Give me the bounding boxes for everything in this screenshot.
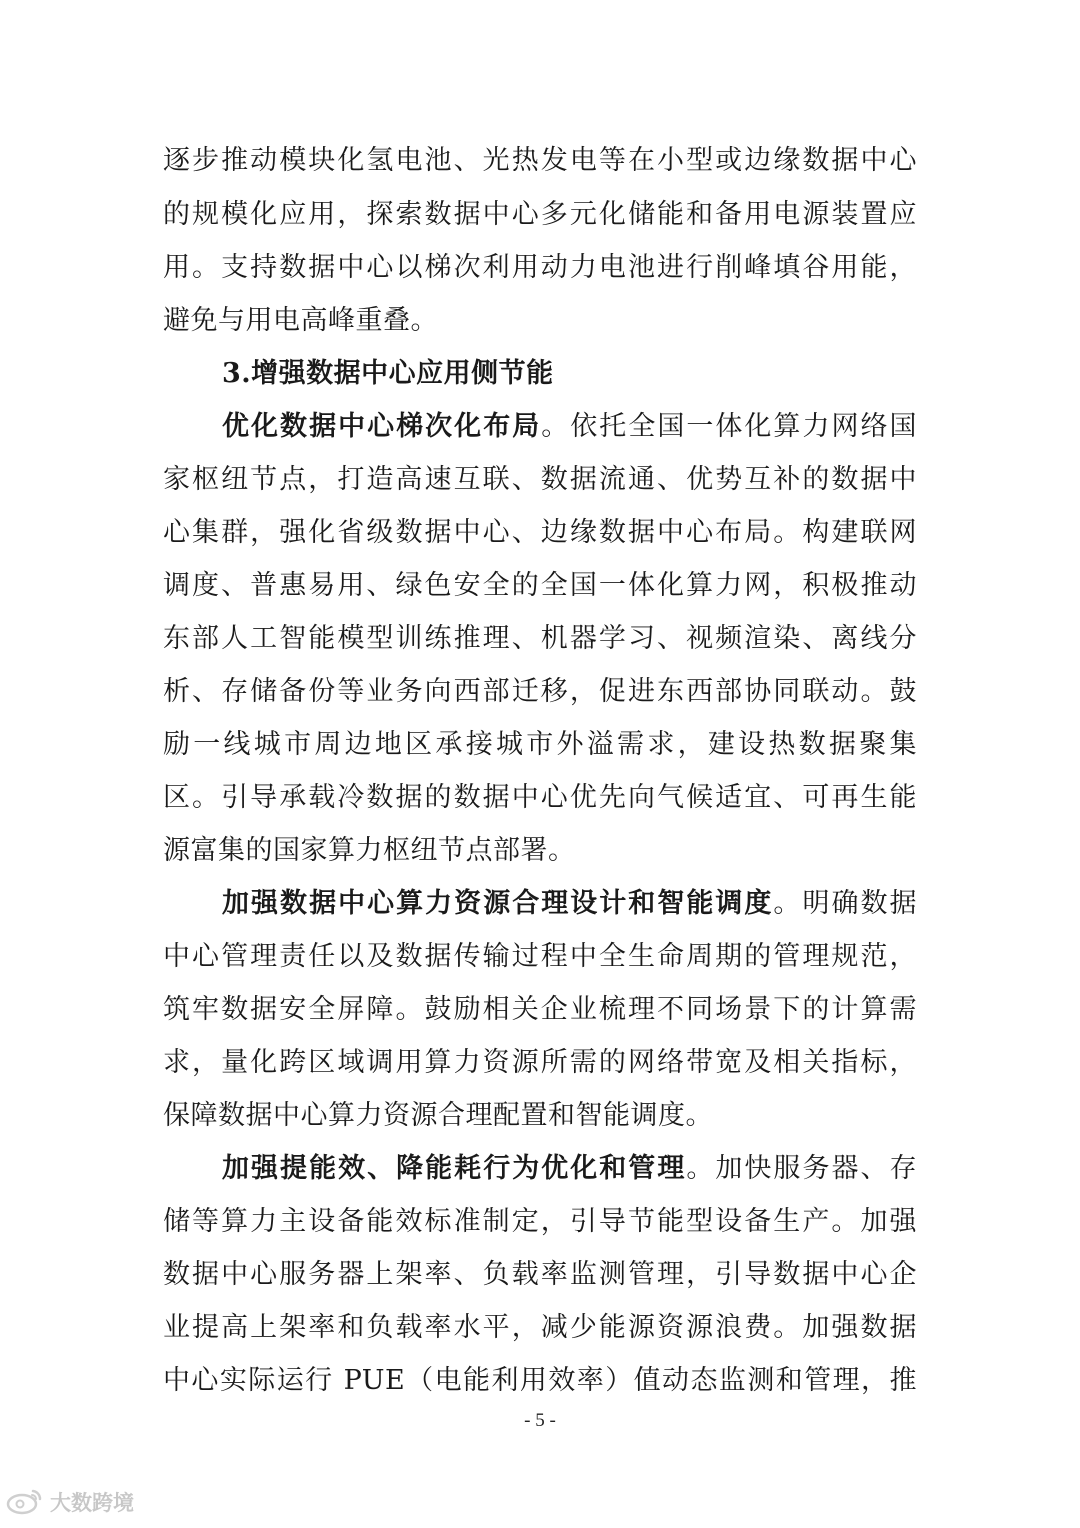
paragraph-text: 。明确数据 [773, 888, 918, 919]
text-line: 数据中心服务器上架率、负载率监测管理，引导数据中心企 [163, 1259, 917, 1290]
section-heading: 3.增强数据中心应用侧节能 [222, 358, 554, 389]
text-line: 析、存储备份等业务向西部迁移，促进东西部协同联动。鼓 [163, 676, 917, 707]
text-line: 业提高上架率和负载率水平，减少能源资源浪费。加强数据 [163, 1312, 917, 1343]
text-line: 逐步推动模块化氢电池、光热发电等在小型或边缘数据中心 [163, 145, 917, 176]
text-line: 储等算力主设备能效标准制定，引导节能型设备生产。加强 [163, 1206, 917, 1237]
text-line: 保障数据中心算力资源合理配置和智能调度。 [163, 1100, 713, 1131]
watermark-text: 大数跨境 [50, 1491, 134, 1515]
text-line: 的规模化应用，探索数据中心多元化储能和备用电源装置应 [163, 199, 917, 230]
paragraph-bold-lead: 优化数据中心梯次化布局 [222, 411, 542, 442]
text-line: 中心管理责任以及数据传输过程中全生命周期的管理规范， [163, 941, 917, 972]
text-line: 心集群，强化省级数据中心、边缘数据中心布局。构建联网 [163, 517, 917, 548]
paragraph-text: 。依托全国一体化算力网络国 [541, 411, 918, 442]
paragraph-bold-lead: 加强提能效、降能耗行为优化和管理 [222, 1153, 687, 1184]
text-line: 励一线城市周边地区承接城市外溢需求，建设热数据聚集 [163, 729, 917, 760]
paragraph-bold-lead: 加强数据中心算力资源合理设计和智能调度 [222, 888, 774, 919]
paragraph-text: 。加快服务器、存 [686, 1153, 918, 1184]
text-line: 筑牢数据安全屏障。鼓励相关企业梳理不同场景下的计算需 [163, 994, 917, 1025]
paragraph-first-line [222, 1142, 917, 1196]
text-line: 中心实际运行 PUE（电能利用效率）值动态监测和管理，推 [163, 1365, 917, 1396]
paragraph-first-line [222, 400, 917, 454]
text-line: 家枢纽节点，打造高速互联、数据流通、优势互补的数据中 [163, 464, 917, 495]
text-line: 调度、普惠易用、绿色安全的全国一体化算力网，积极推动 [163, 570, 917, 601]
text-line: 源富集的国家算力枢纽节点部署。 [163, 835, 576, 866]
weibo-logo-icon [6, 1485, 44, 1519]
watermark [6, 1484, 134, 1520]
text-line: 用。支持数据中心以梯次利用动力电池进行削峰填谷用能， [163, 252, 917, 283]
text-line: 求，量化跨区域调用算力资源所需的网络带宽及相关指标， [163, 1047, 917, 1078]
text-line: 避免与用电高峰重叠。 [163, 305, 438, 336]
page-number: - 5 - [524, 1410, 556, 1431]
text-line: 东部人工智能模型训练推理、机器学习、视频渲染、离线分 [163, 623, 917, 654]
text-line: 区。引导承载冷数据的数据中心优先向气候适宜、可再生能 [163, 782, 917, 813]
paragraph-first-line [222, 877, 917, 931]
